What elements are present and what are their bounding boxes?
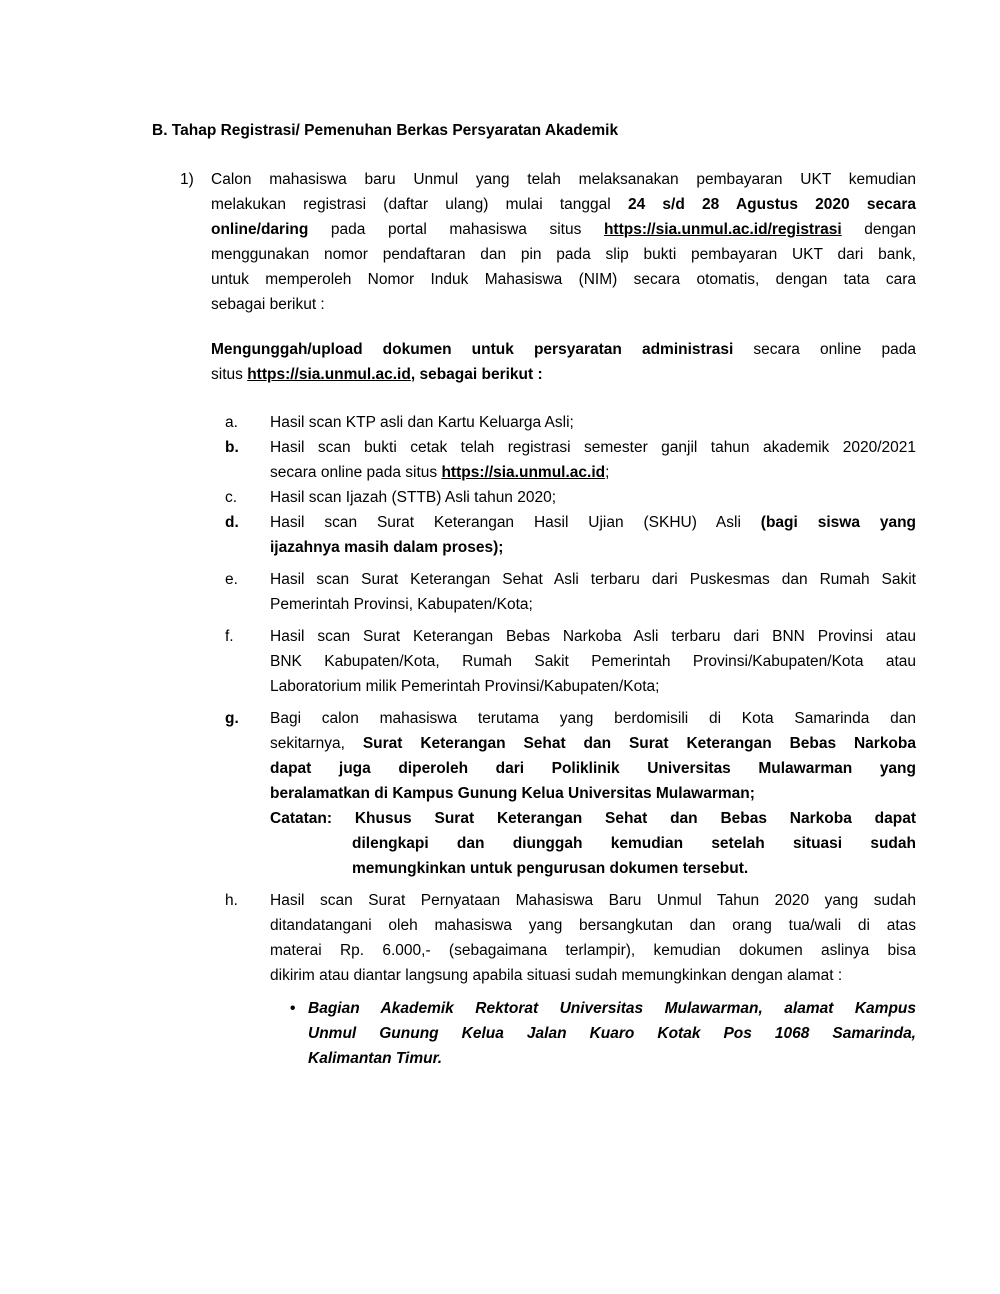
text-segment: Hasil scan Surat Keterangan Bebas Narkoba Asli terbaru dari BNN Provinsi atau: [270, 628, 916, 645]
text-segment: secara online pada: [733, 341, 916, 358]
text-segment: (bagi siswa yang: [760, 514, 917, 531]
text-segment: menggunakan nomor pendaftaran dan pin pada slip bukti pembayaran UKT dari bank,: [211, 246, 916, 263]
text-segment: melakukan registrasi (daftar ulang) mulai tanggal: [211, 196, 628, 213]
text-segment: ditandatangani oleh mahasiswa yang bersangkutan dan orang tua/wali di atas: [270, 917, 916, 934]
text-segment: Hasil scan bukti cetak telah registrasi semester ganjil tahun akademik 2020/2021: [270, 439, 916, 456]
list-item-letter: c.: [225, 489, 238, 506]
text-segment: dapat juga diperoleh dari Poliklinik Universitas Mulawarman yang: [270, 760, 916, 777]
list-item-letter: h.: [225, 892, 238, 909]
text-line: [308, 1046, 916, 1071]
upload-instruction: [211, 337, 916, 387]
text-segment: untuk memperoleh Nomor Induk Mahasiswa (NIM) secara otomatis, dengan tata cara: [211, 271, 916, 288]
text-segment: Unmul Gunung Kelua Jalan Kuaro Kotak Pos 1068 Samarinda,: [308, 1025, 916, 1042]
list-item-body: [270, 888, 916, 1071]
text-segment: sebagai berikut :: [211, 296, 325, 313]
text-line: [270, 485, 916, 510]
text-segment: Hasil scan KTP asli dan Kartu Keluarga Asli;: [270, 414, 574, 431]
inline-link[interactable]: https://sia.unmul.ac.id: [441, 464, 606, 481]
text-line: [270, 888, 916, 913]
text-segment: Pemerintah Provinsi, Kabupaten/Kota;: [270, 596, 533, 613]
text-line: [270, 856, 916, 881]
text-line: [270, 460, 916, 485]
text-segment: Laboratorium milik Pemerintah Provinsi/Kabupaten/Kota;: [270, 678, 660, 695]
text-line: [270, 649, 916, 674]
list-item-text: [270, 706, 916, 806]
text-line: [270, 410, 916, 435]
text-segment: Mengunggah/upload dokumen untuk persyaratan administrasi: [211, 341, 734, 358]
address-text: [308, 996, 916, 1071]
numbered-item: [152, 167, 916, 1071]
text-line: [270, 806, 916, 831]
list-item: [211, 888, 916, 1071]
address-bullet: [290, 996, 916, 1071]
text-line: [211, 217, 916, 242]
text-line: [270, 938, 916, 963]
text-line: [270, 567, 916, 592]
text-line: [270, 781, 916, 806]
list-item-letter: b.: [225, 439, 239, 456]
text-segment: beralamatkan di Kampus Gunung Kelua Universitas Mulawarman;: [270, 785, 755, 802]
list-item-body: [270, 706, 916, 881]
list-item-text: [270, 888, 916, 988]
text-segment: materai Rp. 6.000,- (sebagaimana terlampir), kemudian dokumen aslinya bisa: [270, 942, 916, 959]
list-item-body: [270, 624, 916, 699]
list-item: [211, 567, 916, 617]
requirements-list: [211, 410, 916, 1071]
list-item-body: [270, 510, 916, 560]
bullet-icon: •: [290, 1000, 296, 1017]
numbered-item-body: [211, 167, 916, 1071]
list-item: [211, 706, 916, 881]
text-segment: Bagi calon mahasiswa terutama yang berdomisili di Kota Samarinda dan: [270, 710, 916, 727]
list-number: 1): [180, 171, 194, 188]
list-item-text: [270, 624, 916, 699]
list-item-text: [270, 510, 916, 560]
text-segment: Hasil scan Surat Keterangan Hasil Ujian (SKHU) Asli: [270, 514, 761, 531]
text-line: [270, 963, 916, 988]
list-item-letter: a.: [225, 414, 238, 431]
list-item-text: [270, 410, 916, 435]
text-line: [270, 756, 916, 781]
text-line: [270, 535, 916, 560]
text-segment: ,: [410, 366, 420, 383]
list-item: [211, 485, 916, 510]
list-item-body: [270, 410, 916, 435]
text-line: [270, 913, 916, 938]
list-item-body: [270, 485, 916, 510]
text-segment: dilengkapi dan diunggah kemudian setelah situasi sudah: [352, 835, 916, 852]
text-line: [211, 362, 916, 387]
text-line: [211, 242, 916, 267]
text-segment: sebagai berikut :: [419, 366, 543, 383]
list-item: [211, 624, 916, 699]
list-item: [211, 410, 916, 435]
text-line: [308, 996, 916, 1021]
list-item-letter: e.: [225, 571, 238, 588]
list-item-body: [270, 567, 916, 617]
text-segment: Kalimantan Timur.: [308, 1050, 443, 1067]
list-item-letter: d.: [225, 514, 239, 531]
text-segment: secara online pada situs: [270, 464, 442, 481]
text-segment: Hasil scan Surat Keterangan Sehat Asli terbaru dari Puskesmas dan Rumah Sakit: [270, 571, 916, 588]
text-line: [211, 167, 916, 192]
text-line: [270, 706, 916, 731]
note-block: [270, 806, 916, 881]
text-line: [270, 674, 916, 699]
text-segment: 24 s/d 28 Agustus 2020 secara: [627, 196, 917, 213]
list-item-text: [270, 485, 916, 510]
text-line: [308, 1021, 916, 1046]
text-segment: online/daring: [211, 221, 309, 238]
text-segment: Catatan: Khusus Surat Keterangan Sehat dan Bebas Narkoba dapat: [270, 810, 916, 827]
text-segment: Calon mahasiswa baru Unmul yang telah melaksanakan pembayaran UKT kemudian: [211, 171, 916, 188]
text-segment: Hasil scan Surat Pernyataan Mahasiswa Baru Unmul Tahun 2020 yang sudah: [270, 892, 916, 909]
text-segment: dikirim atau diantar langsung apabila situasi sudah memungkinkan dengan alamat :: [270, 967, 843, 984]
text-line: [211, 292, 916, 317]
text-segment: situs: [211, 366, 248, 383]
text-segment: memungkinkan untuk pengurusan dokumen tersebut.: [352, 860, 749, 877]
text-segment: pada portal mahasiswa situs: [308, 221, 604, 238]
text-line: [270, 435, 916, 460]
list-item-body: [270, 435, 916, 485]
inline-link[interactable]: https://sia.unmul.ac.id: [247, 366, 411, 383]
text-segment: sekitarnya,: [270, 735, 363, 752]
text-segment: Surat Keterangan Sehat dan Surat Keterangan Bebas Narkoba: [362, 735, 916, 752]
list-item: [211, 435, 916, 485]
registration-paragraph: [211, 167, 916, 317]
text-segment: dengan: [841, 221, 917, 238]
text-segment: ijazahnya masih dalam proses);: [270, 539, 504, 556]
text-line: [270, 624, 916, 649]
text-line: [211, 267, 916, 292]
text-segment: Bagian Akademik Rektorat Universitas Mulawarman, alamat Kampus: [308, 1000, 916, 1017]
text-line: [211, 192, 916, 217]
text-line: [270, 510, 916, 535]
list-item: [211, 510, 916, 560]
text-line: [270, 831, 916, 856]
text-line: [270, 592, 916, 617]
text-line: [211, 337, 916, 362]
text-segment: BNK Kabupaten/Kota, Rumah Sakit Pemerintah Provinsi/Kabupaten/Kota atau: [270, 653, 916, 670]
inline-link[interactable]: https://sia.unmul.ac.id/registrasi: [603, 221, 842, 238]
list-item-text: [270, 567, 916, 617]
text-segment: Hasil scan Ijazah (STTB) Asli tahun 2020;: [270, 489, 557, 506]
list-item-text: [270, 435, 916, 485]
text-segment: ;: [605, 464, 610, 481]
list-item-letter: g.: [225, 710, 239, 727]
list-item-letter: f.: [225, 628, 234, 645]
text-line: [270, 731, 916, 756]
section-heading: B. Tahap Registrasi/ Pemenuhan Berkas Persyaratan Akademik: [152, 122, 619, 139]
